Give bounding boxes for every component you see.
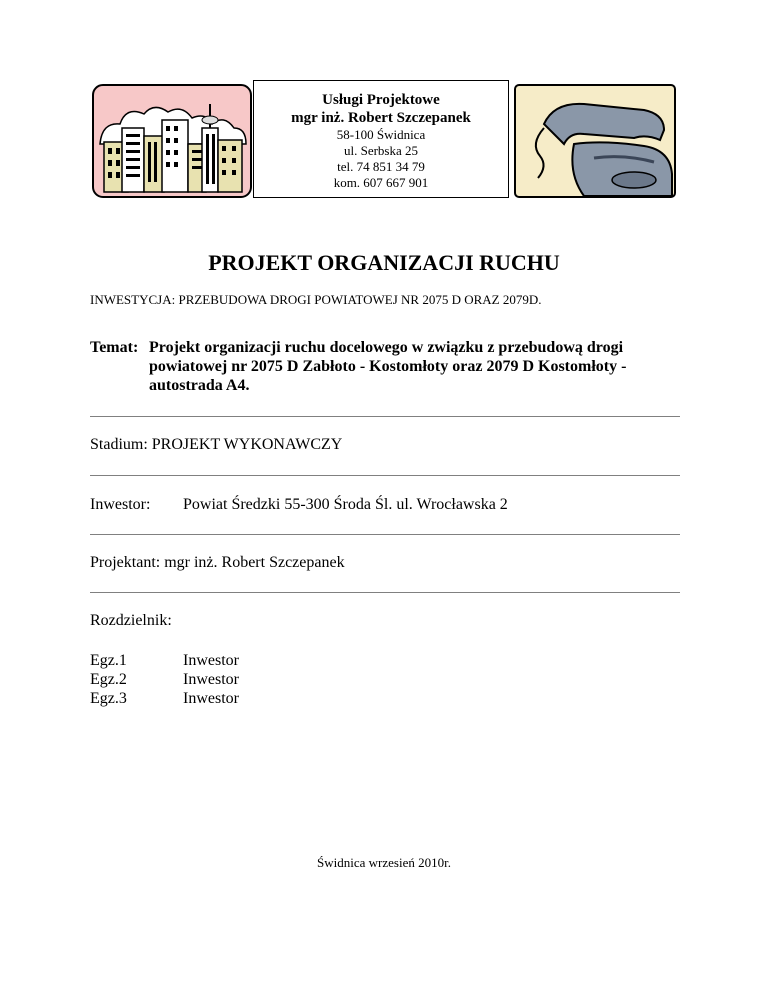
- telephone-icon: [514, 84, 676, 198]
- investor-value: Powiat Średzki 55-300 Środa Śl. ul. Wrocławska 2: [183, 496, 508, 513]
- footer-place-date: Świdnica wrzesień 2010r.: [317, 855, 451, 870]
- designer-line: Projektant: mgr inż. Robert Szczepanek: [90, 554, 345, 571]
- page-title: PROJEKT ORGANIZACJI RUCHU: [208, 250, 560, 275]
- city-skyline-icon: [92, 84, 252, 198]
- investor-label: Inwestor:: [90, 496, 151, 513]
- copy-number: Egz.2: [90, 671, 127, 688]
- copy-recipient: Inwestor: [183, 671, 239, 688]
- divider: [90, 534, 680, 535]
- company-phone: tel. 74 851 34 79: [337, 159, 425, 174]
- company-owner: mgr inż. Robert Szczepanek: [291, 110, 471, 126]
- divider: [90, 475, 680, 476]
- divider: [90, 592, 680, 593]
- copy-number: Egz.3: [90, 690, 127, 707]
- company-header-box: [253, 80, 509, 198]
- copy-number: Egz.1: [90, 652, 127, 669]
- stage-line: Stadium: PROJEKT WYKONAWCZY: [90, 436, 343, 453]
- company-name: Usługi Projektowe: [322, 92, 440, 108]
- topic-block: [90, 338, 690, 395]
- divider: [90, 416, 680, 417]
- distribution-label: Rozdzielnik:: [90, 612, 172, 629]
- company-city: 58-100 Świdnica: [336, 127, 426, 142]
- copy-recipient: Inwestor: [183, 652, 239, 669]
- topic-text: Projekt organizacji ruchu docelowego w związku z przebudową drogi powiatowej nr 2075 D Zabłoto - Kostomłoty oraz 2079 D Kostomłoty - autostrada A4.: [149, 339, 627, 394]
- investment-line: INWESTYCJA: PRZEBUDOWA DROGI POWIATOWEJ NR 2075 D ORAZ 2079D.: [90, 292, 542, 307]
- copy-recipient: Inwestor: [183, 690, 239, 707]
- topic-label: Temat:: [90, 339, 139, 356]
- company-mobile: kom. 607 667 901: [333, 175, 429, 190]
- company-street: ul. Serbska 25: [343, 143, 419, 158]
